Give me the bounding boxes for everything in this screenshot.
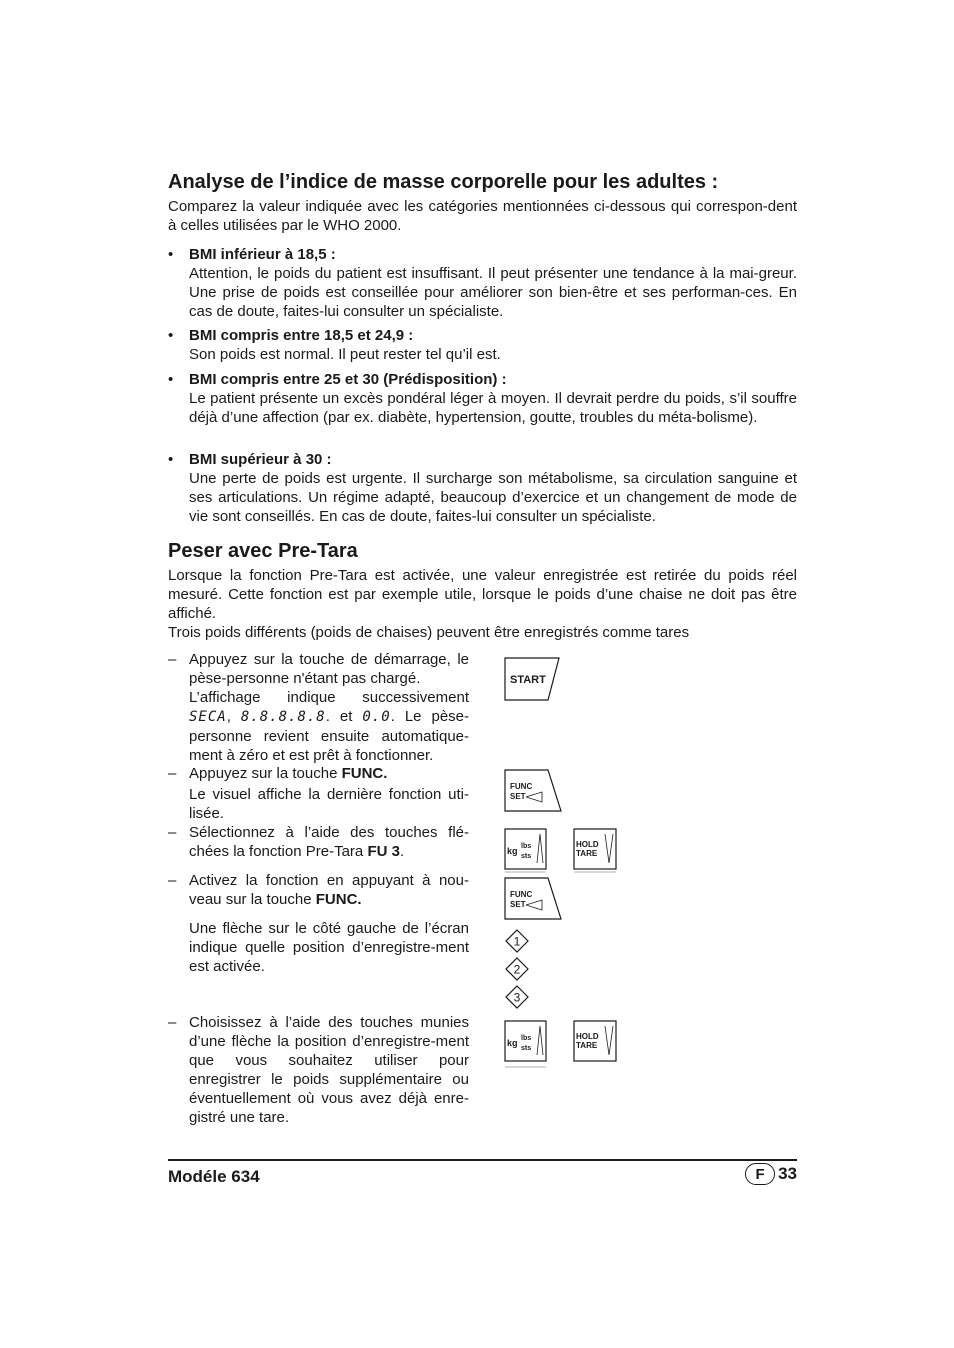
bullet-title: BMI supérieur à 30 :: [189, 451, 332, 468]
func-key-label-set: SET: [510, 900, 526, 909]
step-start: – Appuyez sur la touche de démarrage, le pèse-personne n'étant pas chargé. L’affichage indique successivement SECA, 8.8.8.8.8. et 0.0. Le pèse-personne revient ensuite automatique-ment à zéro et est prêt à fonctionner.: [168, 651, 469, 764]
step-dash: –: [168, 765, 177, 782]
footer-rule: [168, 1159, 797, 1161]
kg-lbs-sts-key-icon: [504, 828, 548, 874]
step-press-func: – Appuyez sur la touche FUNC. Le visuel affiche la dernière fonction uti-lisée.: [168, 765, 469, 822]
step-dash: –: [168, 824, 177, 841]
pretara-intro: Lorsque la fonction Pre-Tara est activée, une valeur enregistrée est retirée du poids réel mesuré. Cette fonction est par exemple utile, lorsque le poids d’une chaise ne doit pas être affiché. Trois poids différents (poids de chaises) peuvent être enregistrés comme tares: [168, 567, 797, 641]
lcd-test: 8.8.8.8.8: [240, 709, 326, 725]
bullet-dot: •: [168, 371, 174, 388]
unit-key-label-sts: sts: [521, 853, 532, 860]
func-set-key-icon: [504, 769, 564, 813]
step-dash: –: [168, 651, 177, 668]
language-badge: F: [745, 1163, 775, 1185]
hold-key-label-hold: HOLD: [576, 840, 599, 849]
start-key-label: START: [510, 674, 546, 686]
position-1-icon: [505, 929, 529, 953]
position-3-label: 3: [513, 990, 521, 1005]
bullet-title: BMI compris entre 18,5 et 24,9 :: [189, 327, 414, 344]
bullet-text: Le patient présente un excès pondéral léger à moyen. Il devrait perdre du poids, s’il souffre déjà d’une affection (par ex. diabète, hypertension, goutte, troubles du méta-bolisme).: [189, 390, 797, 426]
hold-key-label-tare: TARE: [576, 849, 598, 858]
unit-key-label-sts: sts: [521, 1045, 532, 1052]
bullet-text: Son poids est normal. Il peut rester tel qu’il est.: [189, 346, 501, 363]
bullet-dot: •: [168, 327, 174, 344]
bmi-bullet-obese: [168, 450, 797, 526]
bmi-intro: Comparez la valeur indiquée avec les catégories mentionnées ci-dessous qui correspon-dent à celles utilisées par le WHO 2000.: [168, 198, 797, 234]
step-select-fu3: – Sélectionnez à l’aide des touches flé-chées la fonction Pre-Tara FU 3.: [168, 824, 469, 860]
hold-key-label-tare: TARE: [576, 1041, 598, 1050]
position-3-icon: [505, 985, 529, 1009]
position-2-icon: [505, 957, 529, 981]
func-key-label-func: FUNC: [510, 890, 533, 899]
step-dash: –: [168, 1014, 177, 1031]
bmi-bullet-underweight: [168, 245, 797, 321]
bullet-dot: •: [168, 451, 174, 468]
hold-tare-key-icon: [573, 828, 619, 874]
manual-page: [168, 0, 797, 1348]
bmi-bullet-normal: [168, 326, 797, 364]
bullet-dot: •: [168, 246, 174, 263]
bullet-title: BMI compris entre 25 et 30 (Prédisposition) :: [189, 371, 507, 388]
hold-tare-key-icon-2: [573, 1020, 619, 1064]
func-key-label-set: SET: [510, 792, 526, 801]
page-number: 33: [778, 1164, 797, 1183]
unit-key-label-lbs: lbs: [521, 843, 532, 850]
position-1-label: 1: [513, 934, 521, 949]
section-title-pretara: Peser avec Pre-Tara: [168, 540, 358, 562]
bullet-text: Attention, le poids du patient est insuffisant. Il peut présenter une tendance à la mai-greur. Une prise de poids est conseillée pour améliorer son bien-être et ses performan-ces. En cas de doute, faites-lui consulter un spécialiste.: [189, 265, 797, 320]
hold-key-label-hold: HOLD: [576, 1032, 599, 1041]
bullet-text: Une perte de poids est urgente. Il surcharge son métabolisme, sa circulation sanguine et ses articulations. Un régime adapté, beaucoup d’exercice et un changement de mode de vie sont conseillés. En cas de doute, faites-lui consulter un spécialiste.: [189, 470, 797, 525]
unit-key-label-kg: kg: [507, 846, 518, 856]
step-dash: –: [168, 872, 177, 889]
func-key-label-func: FUNC: [510, 782, 533, 791]
step-choose-position: – Choisissez à l’aide des touches munies d’une flèche la position d’enregistre-ment que vous souhaitez utiliser pour enregistrer le poids supplémentaire ou éventuellement où vous avez déjà enre-gistré une tare.: [168, 1014, 469, 1126]
position-2-label: 2: [513, 962, 521, 977]
unit-key-label-kg: kg: [507, 1038, 518, 1048]
func-set-key-icon-2: [504, 877, 564, 921]
lcd-seca: SECA: [189, 709, 227, 725]
bmi-bullet-overweight: [168, 370, 797, 427]
footer-model: Modéle 634: [168, 1167, 260, 1186]
start-key-icon: [504, 657, 562, 701]
footer-page: [745, 1163, 797, 1185]
lcd-zero: 0.0: [362, 709, 391, 725]
kg-lbs-sts-key-icon-2: [504, 1020, 548, 1070]
bullet-title: BMI inférieur à 18,5 :: [189, 246, 336, 263]
section-title-bmi: Analyse de l’indice de masse corporelle pour les adultes :: [168, 171, 719, 193]
unit-key-label-lbs: lbs: [521, 1035, 532, 1042]
step-activate: – Activez la fonction en appuyant à nou-veau sur la touche FUNC. Une flèche sur le côté gauche de l’écran indique quelle position d’enregistre-ment est activée.: [168, 872, 469, 975]
